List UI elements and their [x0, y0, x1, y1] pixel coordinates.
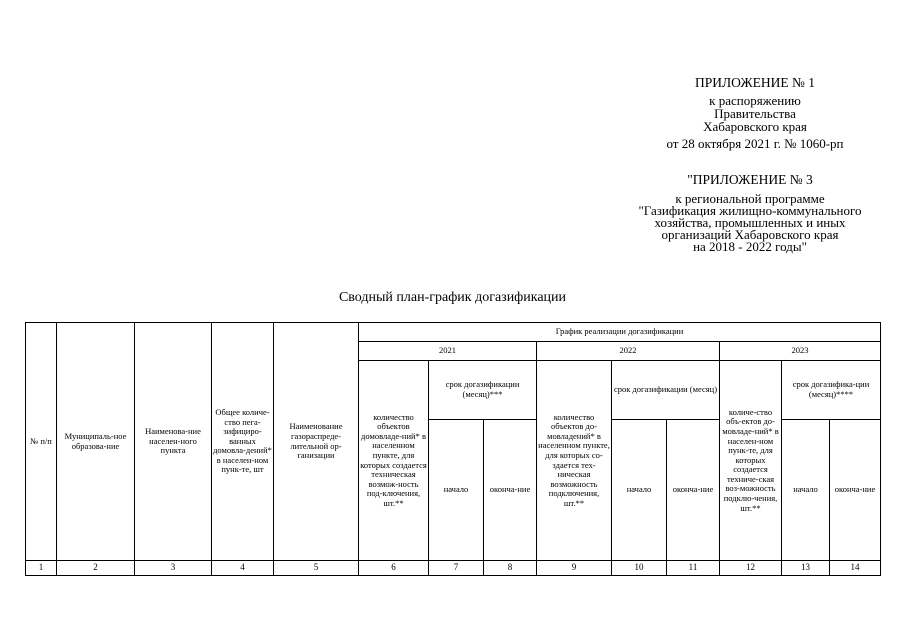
annex-3-block [570, 174, 905, 253]
header-start-2021: начало [429, 420, 484, 561]
header-year-2021: 2021 [359, 342, 537, 361]
header-year-2023: 2023 [720, 342, 881, 361]
annex-1-date: от 28 октября 2021 г. № 1060-рп [666, 136, 844, 151]
annex-3-line: на 2018 - 2022 годы" [693, 239, 807, 254]
header-term-2022: срок догазификации (месяц) [612, 361, 720, 420]
column-number: 8 [484, 561, 537, 576]
annex-3-line: хозяйства, промышленных и иных [654, 215, 846, 230]
column-number: 1 [26, 561, 57, 576]
header-term-2023: срок догазифика-ции (месяц)**** [782, 361, 881, 420]
column-number: 12 [720, 561, 782, 576]
column-number: 13 [782, 561, 830, 576]
header-settlement: Наименова-ние населен-ного пункта [135, 323, 212, 561]
annex-3-line: к региональной программе [675, 191, 825, 206]
header-number: № п/п [26, 323, 57, 561]
annex-3-line: организаций Хабаровского края [661, 227, 839, 242]
annex-3-line: "Газификация жилищно-коммунального [638, 203, 862, 218]
annex-1-line: Хабаровского края [703, 119, 807, 134]
header-start-2023: начало [782, 420, 830, 561]
header-schedule: График реализации догазификации [359, 323, 881, 342]
column-number: 7 [429, 561, 484, 576]
column-number: 11 [667, 561, 720, 576]
header-objects-2022: количество объектов до-мовладений* в населенном пункте, для которых со-здается тех-ническая возможность подключения, шт.** [537, 361, 612, 561]
header-objects-2021: количество объектов домовладе-ний* в населенном пункте, для которых создается техническая возмож-ность под-ключения, шт.** [359, 361, 429, 561]
header-year-2022: 2022 [537, 342, 720, 361]
annex-1-title: ПРИЛОЖЕНИЕ № 1 [694, 75, 816, 90]
header-gas-organization: Наименование газораспреде-лительной ор-ганизации [274, 323, 359, 561]
header-objects-2023: количе-ство объ-ектов до-мовладе-ний* в населен-ном пунк-те, для которых создается техниче-ская воз-можность подклю-чения, шт.** [720, 361, 782, 561]
column-number: 6 [359, 561, 429, 576]
column-number: 14 [830, 561, 881, 576]
column-number: 9 [537, 561, 612, 576]
column-number: 4 [212, 561, 274, 576]
column-number: 5 [274, 561, 359, 576]
schedule-table [25, 322, 881, 576]
column-number: 3 [135, 561, 212, 576]
header-end-2023: оконча-ние [830, 420, 881, 561]
column-number-row [26, 561, 881, 576]
column-number: 2 [57, 561, 135, 576]
annex-1-block [610, 76, 900, 150]
document-title: Сводный план-график догазификации [338, 290, 567, 305]
header-end-2021: оконча-ние [484, 420, 537, 561]
header-term-2021: срок догазификации (месяц)*** [429, 361, 537, 420]
header-end-2022: оконча-ние [667, 420, 720, 561]
header-start-2022: начало [612, 420, 667, 561]
annex-1-line: Правительства [714, 106, 796, 121]
annex-1-line: к распоряжению [709, 93, 801, 108]
annex-3-title: "ПРИЛОЖЕНИЕ № 3 [687, 172, 813, 187]
header-total-households: Общее количе-ство пега-зифициро-ванных домовла-дений* в населен-ном пунк-те, шт [212, 323, 274, 561]
header-municipality: Муниципаль-ное образова-ние [57, 323, 135, 561]
column-number: 10 [612, 561, 667, 576]
